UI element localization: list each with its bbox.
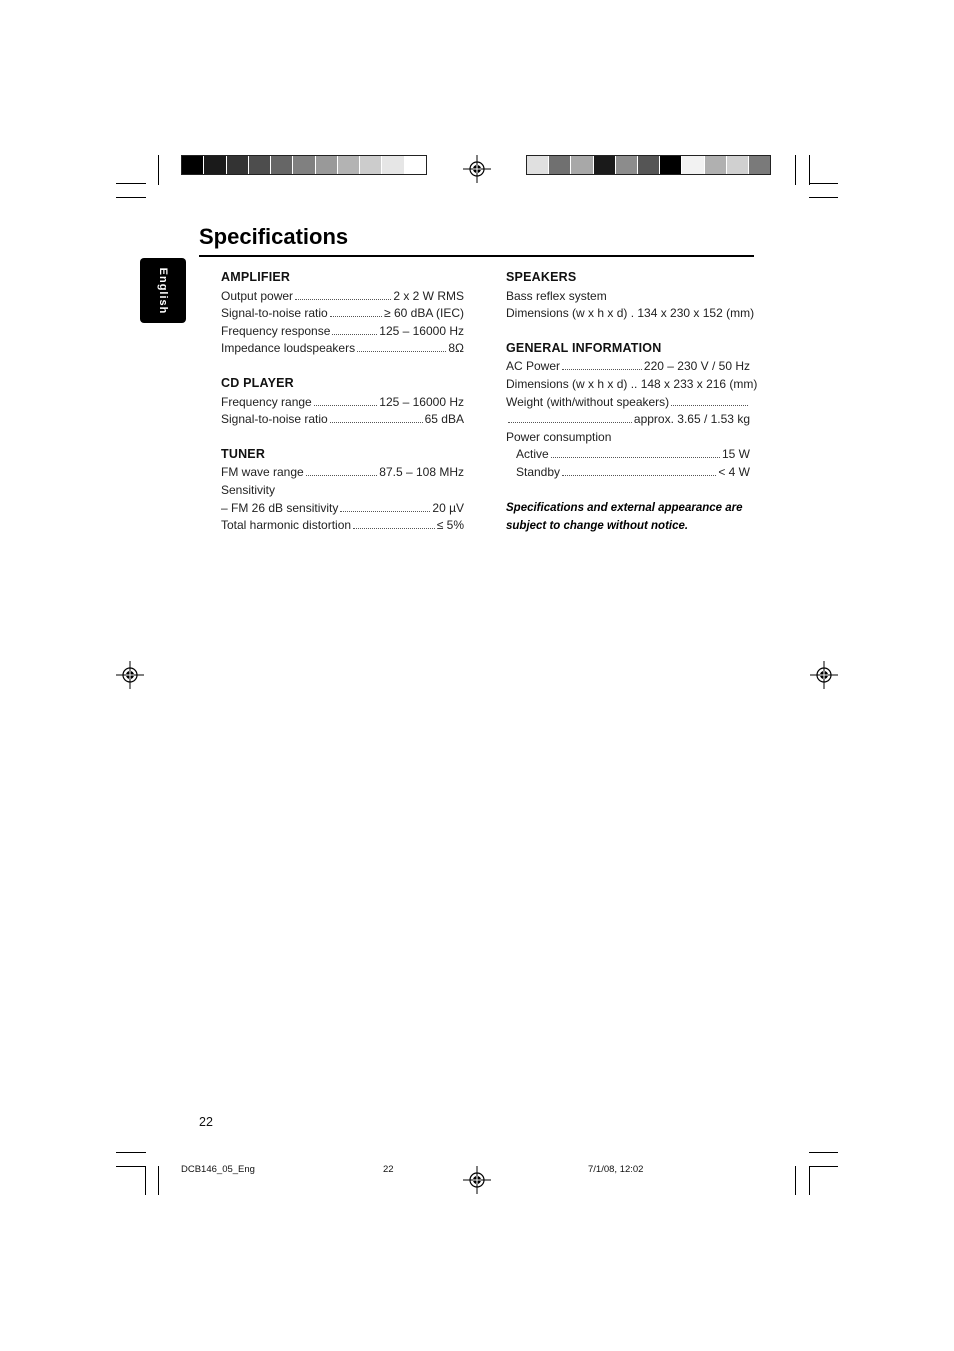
spec-row <box>506 464 750 482</box>
calibration-swatch <box>705 156 727 174</box>
spec-label: Impedance loudspeakers <box>221 341 356 356</box>
crop-mark <box>809 1166 810 1195</box>
section-heading: SPEAKERS <box>506 270 577 284</box>
calibration-swatch <box>682 156 704 174</box>
spec-row <box>506 394 750 412</box>
footer-page: 22 <box>383 1164 394 1175</box>
calibration-swatch <box>360 156 382 174</box>
calibration-swatch <box>571 156 593 174</box>
left-column <box>221 269 464 552</box>
spec-row <box>506 446 750 464</box>
spec-label: Active <box>516 447 549 462</box>
spec-row <box>221 394 464 412</box>
crop-mark <box>116 197 146 198</box>
calibration-swatch <box>182 156 204 174</box>
spec-label: Frequency range <box>221 394 312 409</box>
right-column <box>506 269 758 535</box>
spec-label: Output power <box>221 288 294 303</box>
section-heading: TUNER <box>221 446 266 461</box>
language-tab-label: English <box>157 267 169 314</box>
section-heading: AMPLIFIER <box>221 270 291 284</box>
spec-row <box>506 358 750 376</box>
spec-value: 125 – 16000 Hz <box>379 323 464 338</box>
calibration-bar-right <box>526 155 771 175</box>
spec-row <box>221 464 464 482</box>
spec-value: ≥ 60 dBA (IEC) <box>384 306 464 321</box>
disclaimer-note: Specifications and external appearance are subject to change without notice. <box>506 501 743 532</box>
spec-value: < 4 W <box>718 464 750 479</box>
crop-mark <box>809 155 810 185</box>
spec-text: Dimensions (w x h x d) .. 148 x 233 x 216 (mm) <box>506 376 758 391</box>
spec-row <box>221 323 464 341</box>
spec-value: 87.5 – 108 MHz <box>379 465 464 480</box>
tuner-section <box>221 446 464 535</box>
spec-row <box>221 288 464 306</box>
registration-mark-icon <box>116 661 144 689</box>
leader-dots <box>357 351 446 352</box>
spec-label: Standby <box>516 464 561 479</box>
calibration-swatch <box>727 156 749 174</box>
spec-row <box>221 305 464 323</box>
crop-mark <box>145 1166 146 1195</box>
spec-label: FM wave range <box>221 465 304 480</box>
spec-label: Total harmonic distortion <box>221 518 352 533</box>
spec-value: 20 µV <box>432 500 464 515</box>
cd-player-section <box>221 375 464 429</box>
crop-mark <box>116 1152 146 1153</box>
page-title: Specifications <box>199 224 349 249</box>
leader-dots <box>562 369 642 370</box>
leader-dots <box>508 422 632 423</box>
calibration-swatch <box>616 156 638 174</box>
leader-dots <box>562 475 716 476</box>
leader-dots <box>340 511 430 512</box>
footer-filename: DCB146_05_Eng <box>181 1164 255 1175</box>
spec-row <box>506 411 750 429</box>
calibration-swatch <box>293 156 315 174</box>
spec-value: 2 x 2 W RMS <box>393 288 464 303</box>
registration-mark-icon <box>463 1166 491 1194</box>
crop-mark <box>809 183 838 184</box>
crop-mark <box>158 155 159 185</box>
crop-mark <box>809 1166 838 1167</box>
title-rule <box>199 255 754 257</box>
spec-value: 15 W <box>721 447 750 462</box>
spec-label: Signal-to-noise ratio <box>221 412 328 427</box>
spec-label: Weight (with/without speakers) <box>506 394 670 409</box>
section-heading: GENERAL INFORMATION <box>506 340 662 355</box>
leader-dots <box>353 528 435 529</box>
spec-label: – FM 26 dB sensitivity <box>221 500 339 515</box>
general-information-section <box>506 340 758 482</box>
crop-mark <box>809 1152 838 1153</box>
leader-dots <box>306 475 378 476</box>
spec-label: Frequency response <box>221 323 331 338</box>
language-tab <box>140 258 186 323</box>
spec-row <box>221 500 464 518</box>
spec-value: approx. 3.65 / 1.53 kg <box>633 412 750 427</box>
spec-text: Bass reflex system <box>506 288 607 303</box>
spec-label: AC Power <box>506 359 561 374</box>
calibration-swatch <box>204 156 226 174</box>
leader-dots <box>551 457 720 458</box>
calibration-swatch <box>382 156 404 174</box>
spec-text: Sensitivity <box>221 482 276 497</box>
registration-mark-icon <box>810 661 838 689</box>
calibration-swatch <box>227 156 249 174</box>
calibration-swatch <box>660 156 682 174</box>
speakers-section <box>506 269 755 323</box>
calibration-swatch <box>316 156 338 174</box>
spec-value: 65 dBA <box>424 412 464 427</box>
registration-mark-icon <box>463 155 491 183</box>
calibration-swatch <box>405 156 426 174</box>
spec-value: 125 – 16000 Hz <box>379 394 464 409</box>
calibration-swatch <box>249 156 271 174</box>
spec-text: Dimensions (w x h x d) . 134 x 230 x 152 (mm) <box>506 306 755 321</box>
leader-dots <box>330 316 382 317</box>
spec-row <box>221 340 464 358</box>
spec-label: Signal-to-noise ratio <box>221 306 328 321</box>
calibration-swatch <box>338 156 360 174</box>
calibration-swatch <box>271 156 293 174</box>
footer-date: 7/1/08, 12:02 <box>588 1164 644 1175</box>
crop-mark <box>795 1166 796 1195</box>
crop-mark <box>158 1166 159 1195</box>
spec-value: 220 – 230 V / 50 Hz <box>643 359 750 374</box>
spec-value: 8Ω <box>448 341 464 356</box>
spec-text: Power consumption <box>506 429 612 444</box>
crop-mark <box>116 1166 146 1167</box>
calibration-swatch <box>638 156 660 174</box>
calibration-swatch <box>549 156 571 174</box>
spec-row <box>221 411 464 429</box>
leader-dots <box>330 422 423 423</box>
calibration-swatch <box>594 156 616 174</box>
crop-mark <box>116 183 146 184</box>
leader-dots <box>332 334 377 335</box>
section-heading: CD PLAYER <box>221 375 294 390</box>
leader-dots <box>295 299 391 300</box>
spec-value: ≤ 5% <box>436 518 464 533</box>
leader-dots <box>314 405 378 406</box>
amplifier-section <box>221 269 464 358</box>
calibration-bar-left <box>181 155 427 175</box>
page-number: 22 <box>199 1115 213 1129</box>
crop-mark <box>809 197 838 198</box>
calibration-swatch <box>527 156 549 174</box>
crop-mark <box>795 155 796 185</box>
calibration-swatch <box>749 156 770 174</box>
spec-row <box>221 517 464 535</box>
leader-dots <box>671 405 748 406</box>
